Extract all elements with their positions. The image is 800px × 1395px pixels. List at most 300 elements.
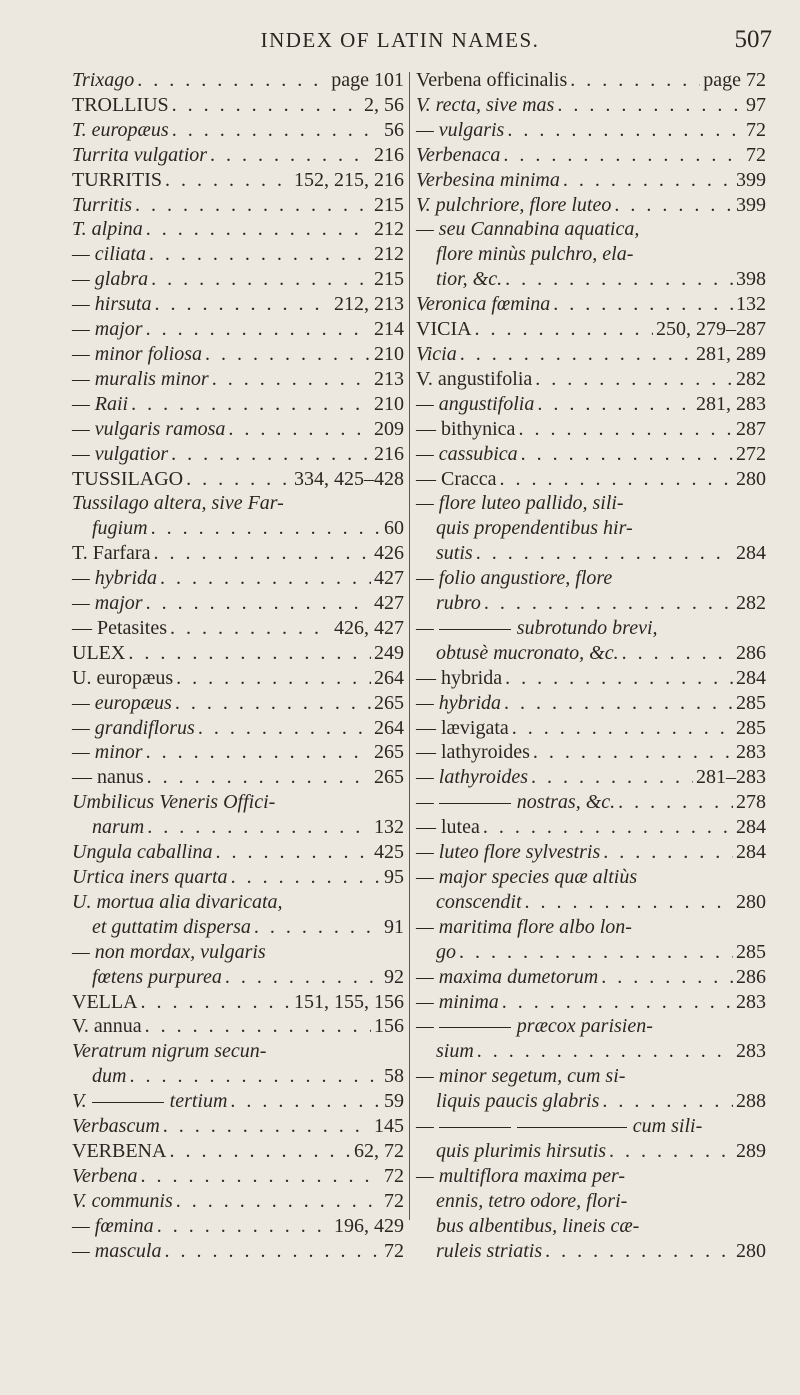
entry-term-text: VICIA (416, 318, 472, 341)
entry-term (416, 442, 518, 467)
entry-term (416, 616, 658, 641)
leader-dots (254, 915, 381, 940)
index-entry (72, 217, 404, 242)
page-reference: 334, 425–428 (294, 467, 404, 490)
entry-term-text: — ciliata (72, 243, 146, 266)
entry-term-text: VELLA (72, 990, 138, 1013)
entry-term-text: VERBENA (72, 1139, 167, 1162)
leader-dots (147, 765, 371, 790)
index-entry (416, 491, 766, 516)
entry-term-continuation: cum sili- (632, 1115, 703, 1138)
ditto-rule (92, 1102, 164, 1103)
entry-term (436, 242, 633, 267)
leader-dots (164, 1239, 381, 1264)
page-reference: 250, 279–287 (656, 318, 766, 341)
page-reference: 212 (374, 243, 404, 266)
page-reference: 212, 213 (334, 293, 404, 316)
entry-term-text: — cassubica (416, 442, 518, 465)
leader-dots (601, 965, 733, 990)
entry-term-text: go (436, 940, 456, 963)
entry-term-text: obtusè mucronato, &c. (436, 641, 619, 664)
entry-term-text: — nanus (72, 766, 144, 789)
entry-term-text: Vicia (416, 342, 457, 365)
entry-term (72, 1164, 138, 1189)
entry-term-text: ruleis striatis (436, 1239, 543, 1262)
entry-term-text: — Petasites (72, 616, 167, 639)
entry-term-text: V. communis (72, 1189, 173, 1212)
entry-term-text: — Raii (72, 392, 129, 415)
index-entry (416, 168, 766, 193)
entry-term (72, 940, 266, 965)
leader-dots (504, 691, 733, 716)
entry-term (416, 1164, 625, 1189)
entry-term-text: TROLLIUS (72, 93, 169, 116)
entry-term-text: — vulgatior (72, 442, 169, 465)
entry-term (72, 491, 284, 516)
entry-term-text: et guttatim dispersa (92, 915, 251, 938)
index-entry (72, 790, 404, 815)
leader-dots (507, 118, 743, 143)
leader-dots (545, 1239, 733, 1264)
index-entry (72, 641, 404, 666)
entry-term-text: Turrita vulgatior (72, 143, 208, 166)
entry-term (416, 666, 502, 691)
entry-term (416, 417, 515, 442)
page-header (0, 22, 800, 58)
entry-term (416, 915, 632, 940)
entry-term (416, 93, 554, 118)
entry-term-text: — hybrida (416, 691, 501, 714)
entry-term (72, 68, 134, 93)
entry-term-text: quis propendentibus hir- (436, 517, 633, 540)
leader-dots (212, 367, 371, 392)
leader-dots (151, 516, 381, 541)
entry-term-text: bus albentibus, lineis cæ- (436, 1214, 640, 1237)
entry-term (416, 790, 615, 815)
index-entry (416, 417, 766, 442)
leader-dots (146, 740, 371, 765)
leader-dots (230, 1089, 381, 1114)
index-entry (72, 765, 404, 790)
leader-dots (500, 467, 733, 492)
page-reference: 289 (736, 1139, 766, 1162)
entry-term-text: — lutea (416, 816, 480, 839)
entry-term (416, 990, 499, 1015)
index-entry (72, 168, 404, 193)
leader-dots (145, 1014, 371, 1039)
leader-dots (172, 118, 381, 143)
index-entry (72, 317, 404, 342)
index-entry (72, 915, 404, 940)
entry-term-text: Verbena (72, 1164, 138, 1187)
entry-term (72, 168, 162, 193)
index-entry (72, 516, 404, 541)
entry-term-text: — minor foliosa (72, 342, 203, 365)
page-reference: 283 (736, 990, 766, 1013)
page-reference: 152, 215, 216 (294, 168, 404, 191)
entry-term (72, 790, 275, 815)
entry-term (72, 118, 169, 143)
page-reference: 286 (736, 965, 766, 988)
leader-dots (169, 1139, 351, 1164)
index-entry (416, 516, 766, 541)
entry-term-text: U. europæus (72, 666, 174, 689)
leader-dots (172, 93, 361, 118)
leader-dots (618, 790, 733, 815)
index-entry (72, 1189, 404, 1214)
entry-term (416, 118, 504, 143)
entry-term-text: V. angustifolia (416, 367, 533, 390)
page-reference: 209 (374, 417, 404, 440)
entry-term-continuation: tertium (169, 1090, 228, 1113)
index-entry (72, 1164, 404, 1189)
entry-term-text: Umbilicus Veneris Offici- (72, 791, 276, 814)
index-entry (72, 143, 404, 168)
page-reference: 265 (374, 741, 404, 764)
page-reference: 284 (736, 816, 766, 839)
index-entry (416, 691, 766, 716)
entry-term-text: Veratrum nigrum secun- (72, 1040, 267, 1063)
entry-term-text: — (416, 616, 434, 639)
index-column-right (416, 68, 766, 1264)
entry-term (416, 1014, 653, 1039)
leader-dots (603, 840, 733, 865)
page-reference: 264 (374, 716, 404, 739)
index-entry (416, 93, 766, 118)
entry-term-text: — non mordax, vulgaris (72, 940, 266, 963)
entry-term (72, 367, 209, 392)
page-reference: 210 (374, 342, 404, 365)
leader-dots (484, 591, 733, 616)
index-entry (416, 591, 766, 616)
entry-term (436, 890, 522, 915)
entry-term (416, 217, 639, 242)
leader-dots (512, 716, 733, 741)
page-reference: 215 (374, 268, 404, 291)
index-entry (416, 566, 766, 591)
entry-term (416, 740, 530, 765)
leader-dots (505, 666, 733, 691)
entry-term-text: Verbascum (72, 1115, 160, 1138)
leader-dots (459, 940, 733, 965)
entry-term (72, 292, 151, 317)
index-entry (416, 965, 766, 990)
index-entry (72, 342, 404, 367)
index-entry (416, 267, 766, 292)
entry-term-text: Verbena officinalis (416, 69, 568, 91)
entry-term (72, 865, 228, 890)
index-entry (72, 840, 404, 865)
entry-term (436, 591, 481, 616)
index-entry (416, 1164, 766, 1189)
entry-term-text: — lathyroides (416, 766, 529, 789)
page-reference: 92 (384, 965, 404, 988)
index-entry (416, 541, 766, 566)
leader-dots (537, 392, 693, 417)
entry-term (416, 342, 457, 367)
page-reference: page 72 (703, 69, 766, 91)
leader-dots (502, 990, 733, 1015)
leader-dots (147, 815, 371, 840)
entry-term-text: conscendit (436, 890, 522, 913)
page-reference: 284 (736, 841, 766, 864)
entry-term (436, 1039, 474, 1064)
page-reference: 288 (736, 1090, 766, 1113)
entry-term (436, 267, 502, 292)
page-reference: 284 (736, 542, 766, 565)
leader-dots (146, 317, 371, 342)
leader-dots (151, 267, 371, 292)
index-entry (72, 118, 404, 143)
leader-dots (622, 641, 733, 666)
index-entry (416, 616, 766, 641)
entry-term (72, 716, 195, 741)
page-reference: 285 (736, 691, 766, 714)
entry-term-text: — (416, 1015, 434, 1038)
entry-term-text: — hybrida (416, 666, 503, 689)
entry-term (72, 1089, 227, 1114)
entry-term (72, 591, 143, 616)
entry-term-continuation: præcox parisien- (516, 1015, 653, 1038)
leader-dots (157, 1214, 331, 1239)
index-entry (416, 790, 766, 815)
page-reference: 283 (736, 1040, 766, 1063)
index-entry (72, 467, 404, 492)
entry-term (416, 467, 497, 492)
leader-dots (521, 442, 733, 467)
entry-term (416, 566, 612, 591)
entry-term-continuation: nostras, &c. (516, 791, 616, 814)
leader-dots (141, 990, 291, 1015)
entry-term-text: TURRITIS (72, 168, 162, 191)
page-reference: 62, 72 (354, 1139, 404, 1162)
index-entry (72, 392, 404, 417)
index-entry (72, 1214, 404, 1239)
index-entry (416, 118, 766, 143)
leader-dots (525, 890, 733, 915)
leader-dots (165, 168, 291, 193)
entry-term (436, 1189, 627, 1214)
entry-term (416, 1114, 702, 1139)
leader-dots (154, 292, 331, 317)
index-entry (416, 740, 766, 765)
page-reference: 72 (746, 118, 766, 141)
index-entry (72, 1089, 404, 1114)
entry-term (72, 890, 283, 915)
index-entry (72, 716, 404, 741)
page-reference: 425 (374, 841, 404, 864)
entry-term-text: sium (436, 1040, 474, 1063)
entry-term (416, 716, 509, 741)
index-entry (416, 1014, 766, 1039)
index-entry (72, 193, 404, 218)
page-reference: 427 (374, 592, 404, 615)
entry-term (92, 915, 251, 940)
entry-term (72, 392, 128, 417)
index-entry (416, 292, 766, 317)
index-entry (72, 815, 404, 840)
entry-term (436, 641, 619, 666)
entry-term-text: — (416, 791, 434, 814)
index-entry (416, 890, 766, 915)
leader-dots (186, 467, 291, 492)
entry-term (416, 815, 480, 840)
index-entry (416, 666, 766, 691)
entry-term-text: — minima (416, 990, 499, 1013)
page-reference: 72 (384, 1164, 404, 1187)
entry-term-text: fœtens purpurea (92, 965, 222, 988)
index-entry (72, 740, 404, 765)
entry-term-text: — (416, 1115, 434, 1138)
index-entry (416, 1039, 766, 1064)
index-entry (416, 1139, 766, 1164)
leader-dots (135, 193, 371, 218)
index-entry (72, 1114, 404, 1139)
entry-term-text: ULEX (72, 641, 126, 664)
index-entry (72, 990, 404, 1015)
entry-term-continuation: subrotundo brevi, (516, 616, 658, 639)
entry-term-text: — hirsuta (72, 293, 152, 316)
leader-dots (141, 1164, 381, 1189)
entry-term (416, 491, 624, 516)
leader-dots (163, 1114, 371, 1139)
entry-term (72, 990, 138, 1015)
entry-term-text: Verbesina minima (416, 168, 560, 191)
page-reference: 216 (374, 143, 404, 166)
index-column-left (72, 68, 404, 1264)
entry-term (416, 168, 560, 193)
page-reference: 287 (736, 417, 766, 440)
page-reference: 280 (736, 890, 766, 913)
entry-term-text: — major (72, 318, 143, 341)
ditto-rule (439, 1027, 511, 1028)
page-reference: 91 (384, 915, 404, 938)
page-reference: 216 (374, 442, 404, 465)
page-reference: 427 (374, 567, 404, 590)
entry-term (72, 417, 225, 442)
leader-dots (176, 1189, 381, 1214)
index-entry (72, 1139, 404, 1164)
index-entry (72, 541, 404, 566)
leader-dots (210, 143, 371, 168)
column-divider (409, 72, 410, 1220)
index-entry (416, 392, 766, 417)
entry-term-text: — grandiflorus (72, 716, 195, 739)
leader-dots (535, 367, 733, 392)
entry-term-text: tior, &c. (436, 268, 503, 291)
entry-term (416, 317, 472, 342)
entry-term-text: — multiflora maxima per- (416, 1164, 626, 1187)
leader-dots (614, 193, 733, 218)
entry-term (436, 541, 473, 566)
entry-term-text: V. (72, 1090, 87, 1113)
entry-term-text: — angustifolia (416, 392, 535, 415)
leader-dots (602, 1089, 733, 1114)
entry-term (92, 815, 144, 840)
leader-dots (146, 217, 371, 242)
index-entry (416, 1089, 766, 1114)
entry-term-text: fugium (92, 517, 148, 540)
page-reference: 265 (374, 691, 404, 714)
entry-term-text: — lathyroides (416, 741, 530, 764)
index-entry (416, 1064, 766, 1089)
leader-dots (131, 392, 371, 417)
entry-term-text: Urtica iners quarta (72, 866, 228, 888)
index-entry (72, 93, 404, 118)
leader-dots (170, 616, 331, 641)
page-reference: 426, 427 (334, 616, 404, 639)
page-reference: 285 (736, 940, 766, 963)
page-reference: 210 (374, 392, 404, 415)
page-reference: 145 (374, 1115, 404, 1138)
page-reference: 285 (736, 716, 766, 739)
index-entry (72, 292, 404, 317)
entry-term-text: Tussilago altera, sive Far- (72, 492, 284, 515)
entry-term-text: — major (72, 592, 143, 615)
entry-term-text: dum (92, 1065, 127, 1088)
entry-term (92, 516, 148, 541)
entry-term (72, 467, 183, 492)
entry-term-text: — minor segetum, cum si- (416, 1065, 626, 1088)
leader-dots (503, 143, 743, 168)
page-reference: 283 (736, 741, 766, 764)
index-entry (72, 367, 404, 392)
entry-term (416, 691, 501, 716)
index-entry (416, 865, 766, 890)
entry-term-text: — flore luteo pallido, sili- (416, 492, 624, 515)
entry-term (72, 541, 150, 566)
entry-term (416, 143, 500, 168)
leader-dots (137, 68, 328, 93)
running-title: INDEX OF LATIN NAMES. (260, 28, 540, 52)
leader-dots (533, 740, 733, 765)
ditto-rule (439, 1127, 511, 1128)
entry-term (436, 1089, 599, 1114)
leader-dots (518, 417, 733, 442)
index-entry (72, 417, 404, 442)
page-reference: 280 (736, 467, 766, 490)
leader-dots (460, 342, 693, 367)
leader-dots (505, 267, 733, 292)
page-reference: 58 (384, 1065, 404, 1088)
index-entry (72, 965, 404, 990)
index-entry (72, 442, 404, 467)
entry-term (72, 93, 169, 118)
entry-term (72, 1114, 160, 1139)
index-entry (416, 641, 766, 666)
entry-term-text: U. mortua alia divaricata, (72, 890, 283, 913)
page-reference: 281, 283 (696, 392, 766, 415)
page-reference: 72 (746, 143, 766, 166)
index-entry (72, 491, 404, 516)
page-reference: 212 (374, 218, 404, 241)
index-entry (72, 691, 404, 716)
index-entry (416, 765, 766, 790)
leader-dots (477, 1039, 733, 1064)
page-reference: 2, 56 (364, 93, 404, 116)
entry-term-text: Ungula caballina (72, 841, 213, 864)
entry-term (72, 616, 167, 641)
index-entry (72, 1064, 404, 1089)
index-entry (416, 1114, 766, 1139)
leader-dots (476, 541, 733, 566)
index-entry (72, 267, 404, 292)
ditto-rule (439, 803, 511, 804)
index-entry (72, 666, 404, 691)
entry-term-text: — lævigata (416, 716, 509, 739)
leader-dots (475, 317, 653, 342)
index-entry (416, 990, 766, 1015)
